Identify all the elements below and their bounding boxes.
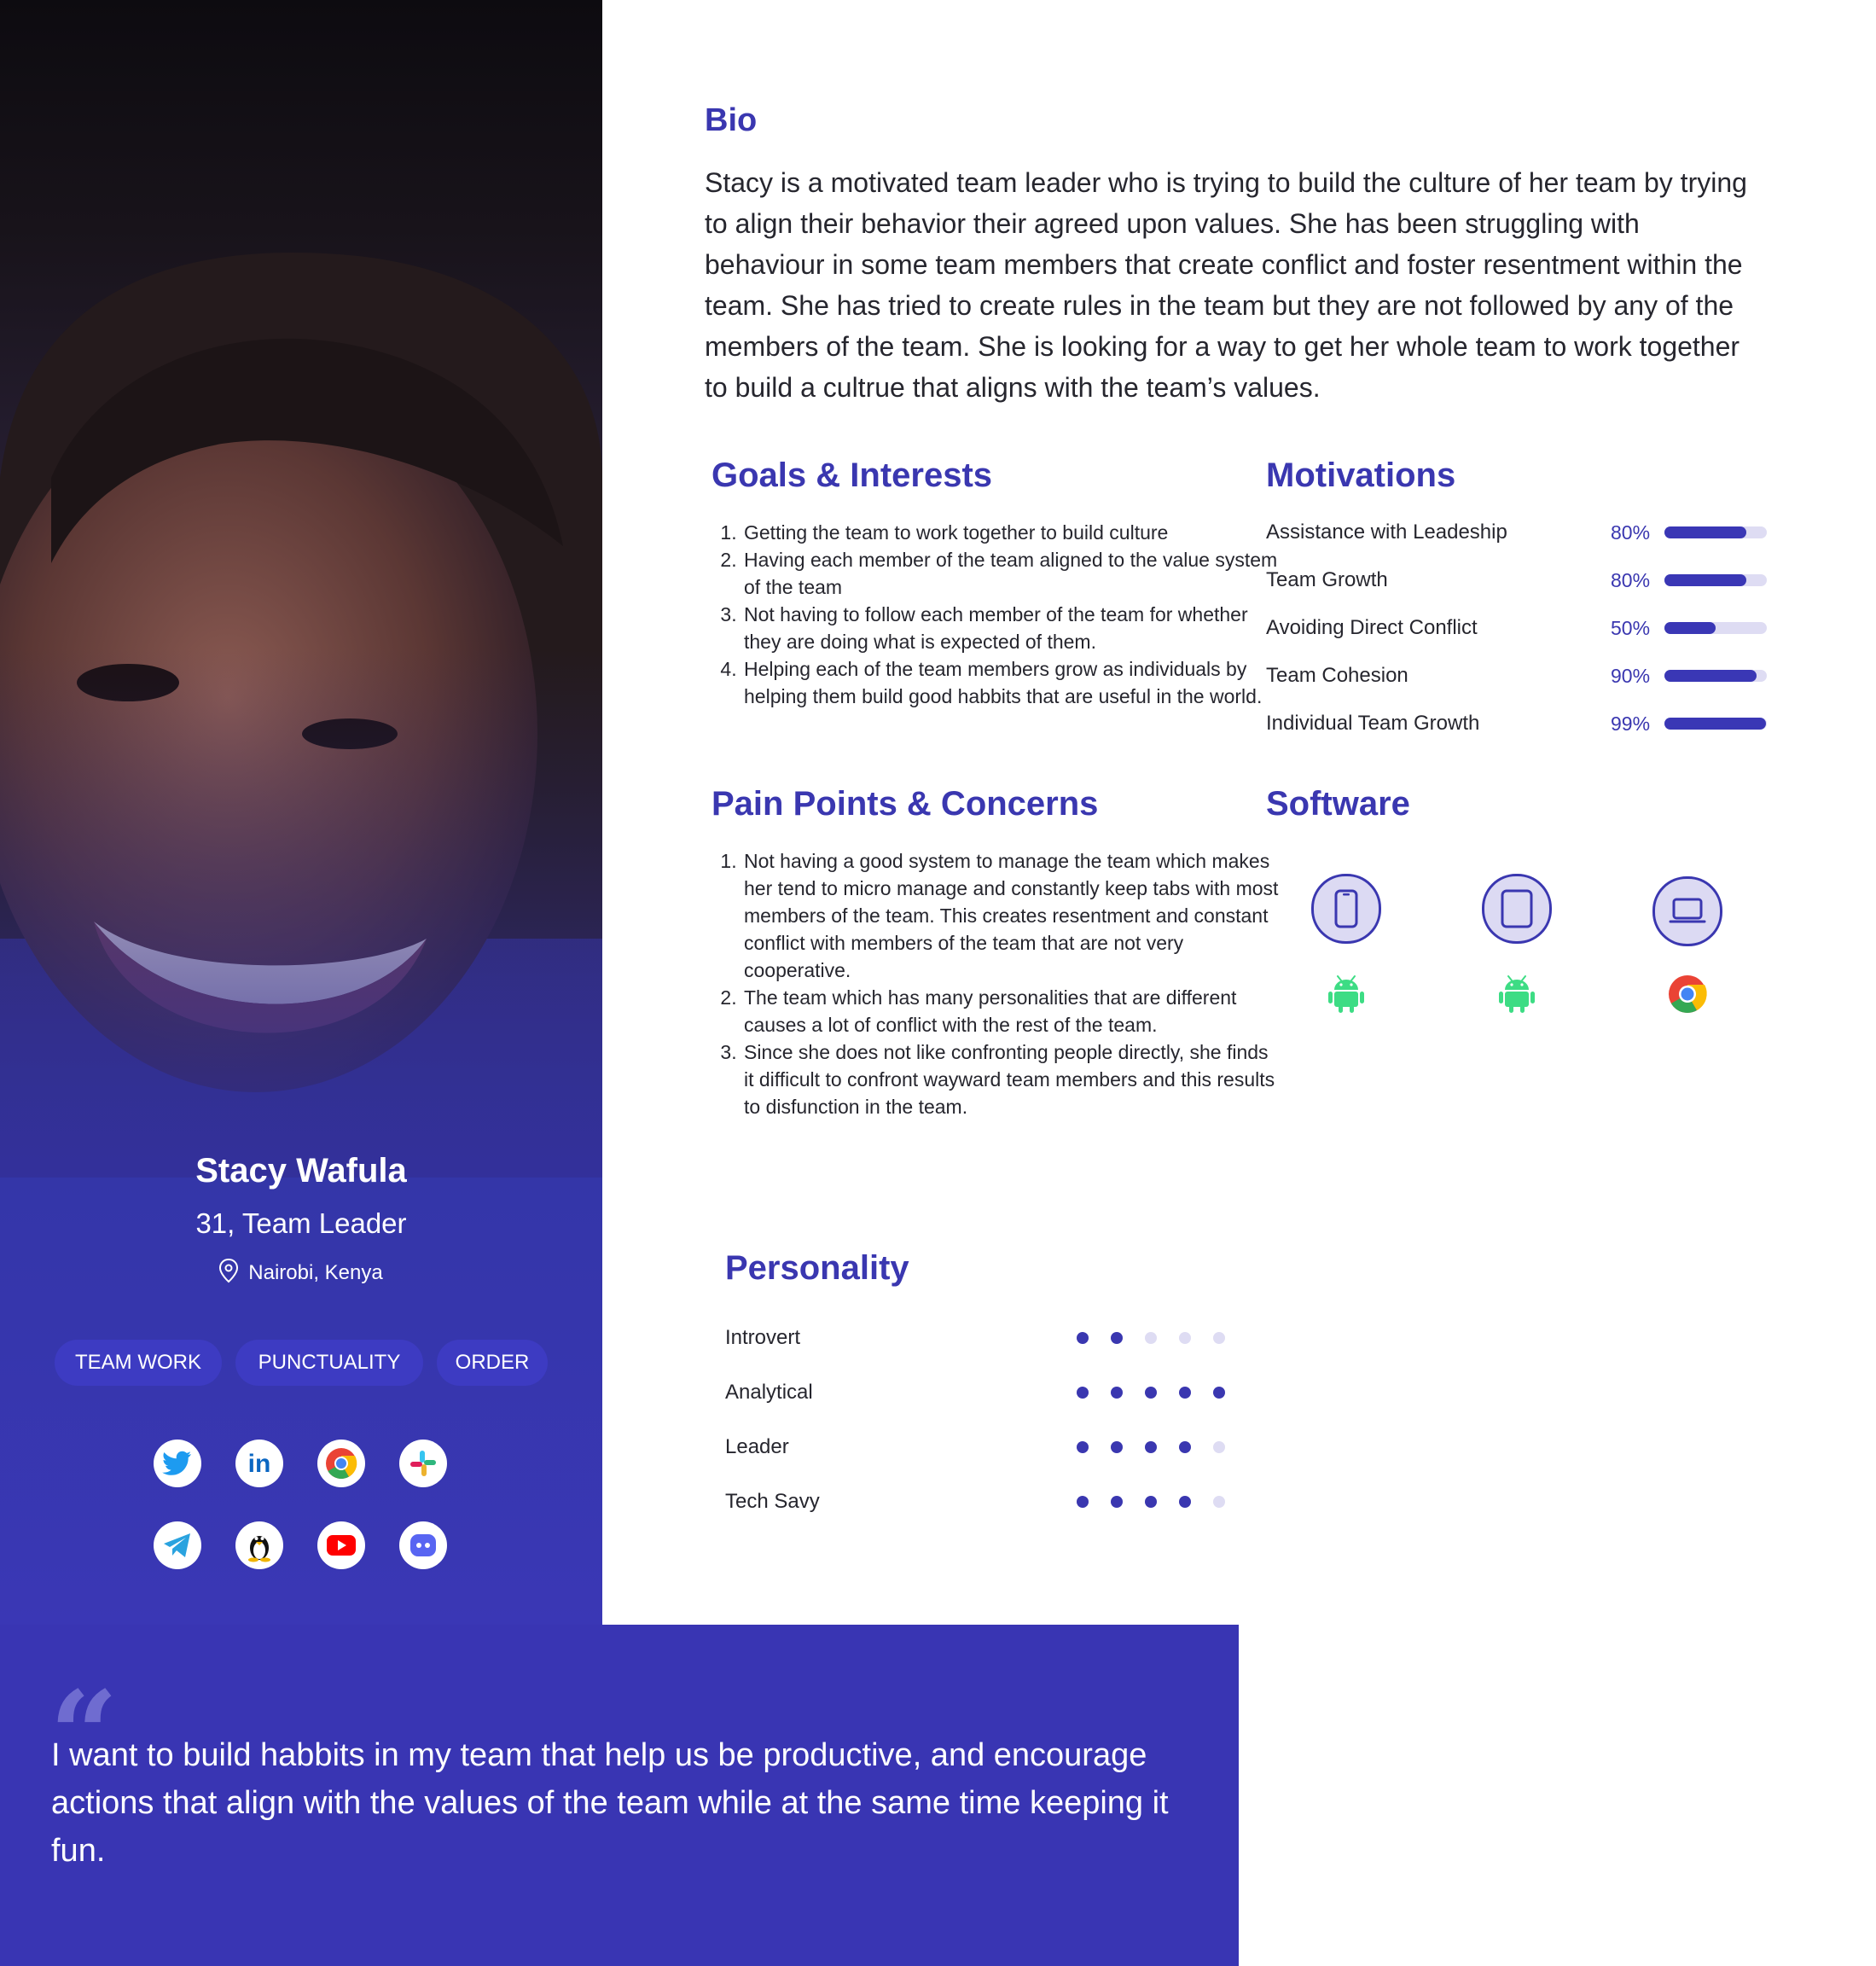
trait-label: Leader bbox=[725, 1435, 789, 1458]
quote-text: I want to build habbits in my team that help us be productive, and encourage actions that align with the values of the team while at the same time keeping it fun. bbox=[51, 1737, 1169, 1869]
discord-icon[interactable] bbox=[399, 1521, 447, 1569]
bio-heading: Bio bbox=[705, 102, 758, 138]
telegram-icon[interactable] bbox=[154, 1521, 201, 1569]
goals-list bbox=[705, 519, 1280, 710]
profile-photo bbox=[0, 0, 602, 1178]
chrome-icon[interactable] bbox=[317, 1440, 365, 1487]
quote-mark-icon: “ bbox=[49, 1666, 119, 1806]
laptop-icon bbox=[1652, 876, 1722, 946]
location-pin-icon bbox=[219, 1259, 238, 1283]
personality-dot bbox=[1111, 1332, 1123, 1344]
list-item: 3. Not having to follow each member of the team for whether they are doing what is expected of them. bbox=[742, 601, 1280, 655]
personality-dot bbox=[1179, 1496, 1191, 1508]
personality-dot bbox=[1077, 1496, 1089, 1508]
android-icon bbox=[1496, 973, 1537, 1014]
personality-heading: Personality bbox=[725, 1249, 909, 1287]
twitter-icon[interactable] bbox=[154, 1440, 201, 1487]
chrome-icon bbox=[1667, 974, 1708, 1015]
personality-dot bbox=[1111, 1441, 1123, 1453]
list-item: 1. Not having a good system to manage the team which makes her tend to micro manage and constantly keep tabs with most members of the team. This creates resentment and constant conflict with members of the team that are not very cooperative. bbox=[742, 847, 1280, 984]
personality-dot bbox=[1179, 1441, 1191, 1453]
personality-dot bbox=[1179, 1387, 1191, 1399]
personality-dot bbox=[1213, 1387, 1225, 1399]
youtube-icon[interactable] bbox=[317, 1521, 365, 1569]
profile-panel bbox=[0, 0, 602, 1625]
motivation-bar-fill bbox=[1664, 574, 1746, 586]
motivation-label: Assistance with Leadeship bbox=[1266, 521, 1507, 544]
motivation-bar-fill bbox=[1664, 526, 1746, 538]
motivation-label: Avoiding Direct Conflict bbox=[1266, 616, 1478, 639]
motivation-percent: 80% bbox=[1611, 521, 1651, 544]
list-item: 2. The team which has many personalities that are different causes a lot of conflict with the rest of the team. bbox=[742, 984, 1280, 1038]
motivation-bar-fill bbox=[1664, 622, 1716, 634]
pain-points-list bbox=[705, 847, 1280, 1120]
personality-dot bbox=[1077, 1332, 1089, 1344]
list-item: 1. Getting the team to work together to build culture bbox=[742, 519, 1280, 546]
tag-order: ORDER bbox=[437, 1340, 548, 1386]
personality-dot bbox=[1145, 1496, 1157, 1508]
pain-points-heading: Pain Points & Concerns bbox=[711, 785, 1099, 823]
goals-heading: Goals & Interests bbox=[711, 457, 993, 494]
tablet-icon bbox=[1482, 874, 1552, 944]
personality-dot bbox=[1179, 1332, 1191, 1344]
trait-label: Introvert bbox=[725, 1326, 801, 1349]
slack-icon[interactable] bbox=[399, 1440, 447, 1487]
motivation-label: Team Cohesion bbox=[1266, 664, 1408, 687]
motivation-bar bbox=[1664, 718, 1767, 730]
profile-age-role: 31, Team Leader bbox=[195, 1207, 407, 1239]
motivation-bar bbox=[1664, 526, 1767, 538]
tag-punctuality: PUNCTUALITY bbox=[235, 1340, 423, 1386]
list-item: 3. Since she does not like confronting people directly, she finds it difficult to confront wayward team members and this results to disfunction in the team. bbox=[742, 1038, 1280, 1120]
android-icon bbox=[1326, 973, 1367, 1014]
personality-dot bbox=[1111, 1387, 1123, 1399]
profile-name: Stacy Wafula bbox=[195, 1152, 407, 1189]
location-text: Nairobi, Kenya bbox=[248, 1261, 383, 1284]
list-item: 2. Having each member of the team aligned to the value system of the team bbox=[742, 546, 1280, 601]
motivations-heading: Motivations bbox=[1266, 457, 1456, 494]
motivation-label: Team Growth bbox=[1266, 568, 1388, 591]
personality-dot bbox=[1213, 1496, 1225, 1508]
motivation-bar-fill bbox=[1664, 718, 1766, 730]
personality-dot bbox=[1077, 1387, 1089, 1399]
tag-team-work: TEAM WORK bbox=[55, 1340, 222, 1386]
motivation-bar-fill bbox=[1664, 670, 1757, 682]
personality-dot bbox=[1111, 1496, 1123, 1508]
personality-dot bbox=[1213, 1441, 1225, 1453]
motivation-percent: 80% bbox=[1611, 569, 1651, 591]
personality-dot bbox=[1145, 1332, 1157, 1344]
svg-text:in: in bbox=[247, 1450, 271, 1478]
personality-dot bbox=[1145, 1441, 1157, 1453]
smartphone-icon bbox=[1311, 874, 1381, 944]
personality-dot bbox=[1145, 1387, 1157, 1399]
profile-location bbox=[0, 1259, 602, 1285]
linux-icon[interactable] bbox=[235, 1521, 283, 1569]
motivation-percent: 50% bbox=[1611, 617, 1651, 639]
software-heading: Software bbox=[1266, 785, 1410, 823]
motivation-percent: 90% bbox=[1611, 665, 1651, 687]
trait-label: Analytical bbox=[725, 1381, 813, 1404]
personality-dot bbox=[1077, 1441, 1089, 1453]
motivation-label: Individual Team Growth bbox=[1266, 712, 1480, 735]
quote-panel bbox=[0, 1625, 1239, 1966]
motivation-bar bbox=[1664, 622, 1767, 634]
trait-label: Tech Savy bbox=[725, 1490, 820, 1513]
motivation-bar bbox=[1664, 670, 1767, 682]
bio-text: Stacy is a motivated team leader who is trying to build the culture of her team by trying to align their behavior their agreed upon values. She has been struggling with behaviour in some team members that create conflict and foster resentment within the team. She has tried to create rules in the team but they are not followed by any of the members of the team. She is looking for a way to get her whole team to work together to build a cultrue that aligns with the team’s values. bbox=[705, 167, 1747, 403]
motivation-bar bbox=[1664, 574, 1767, 586]
personality-dot bbox=[1213, 1332, 1225, 1344]
motivation-percent: 99% bbox=[1611, 713, 1651, 735]
linkedin-icon[interactable] bbox=[235, 1440, 283, 1487]
list-item: 4. Helping each of the team members grow as individuals by helping them build good habbits that are useful in the world. bbox=[742, 655, 1280, 710]
